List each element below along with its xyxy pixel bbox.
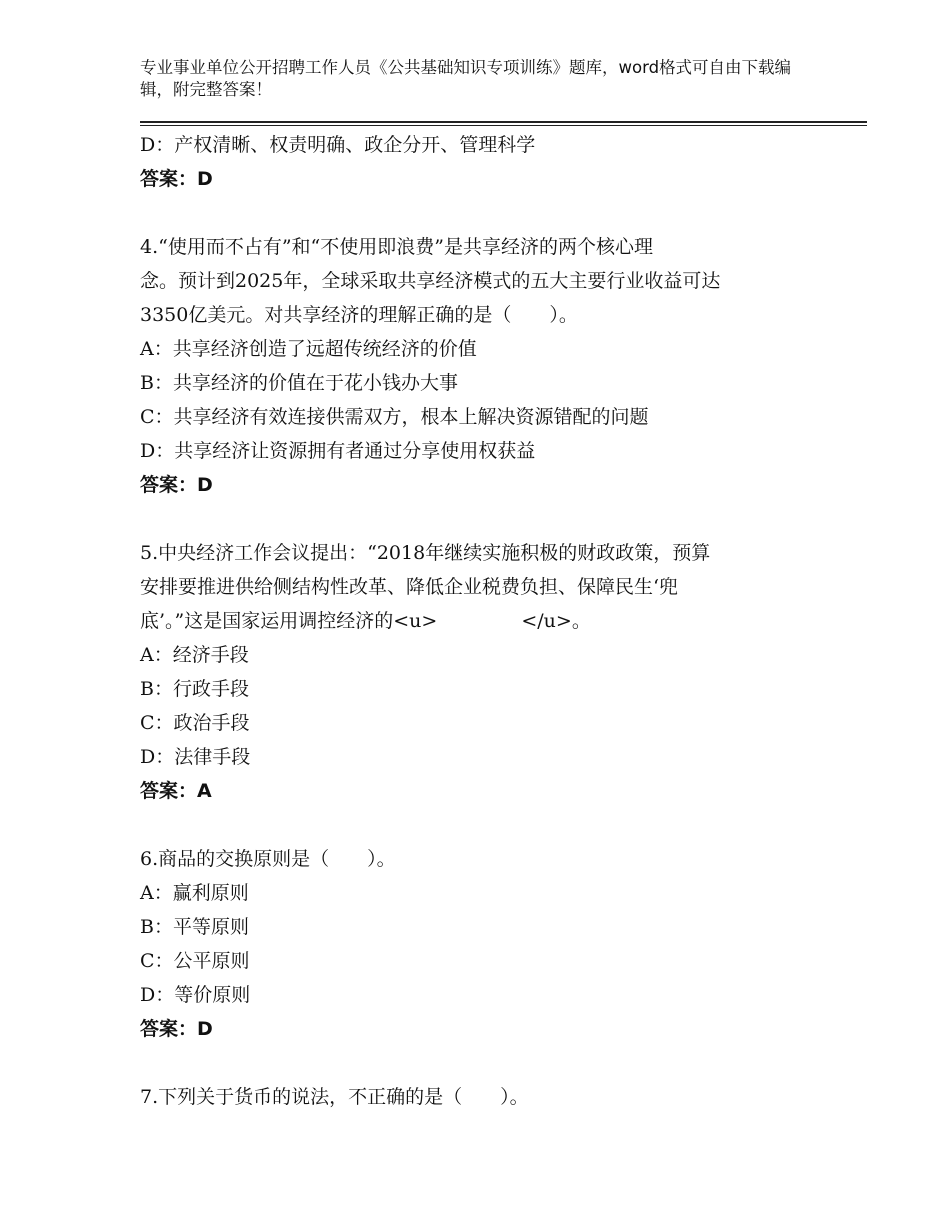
underline-tag-close: </u>。	[521, 610, 591, 632]
question-7	[140, 1080, 820, 1114]
option-c: C：共享经济有效连接供需双方，根本上解决资源错配的问题	[140, 406, 649, 428]
spacer	[140, 502, 820, 536]
option-a: A：共享经济创造了远超传统经济的价值	[140, 338, 477, 360]
stem-text: 底’。”这是国家运用调控经济的	[140, 610, 394, 632]
answer: 答案：D	[140, 474, 213, 496]
option-a: A：经济手段	[140, 644, 249, 666]
question-stem-line: 4.“使用而不占有”和“不使用即浪费”是共享经济的两个核心理	[140, 236, 653, 258]
question-stem-line	[140, 604, 820, 638]
option-b: B：共享经济的价值在于花小钱办大事	[140, 372, 458, 394]
spacer	[140, 1046, 820, 1080]
option-c: C：公平原则	[140, 950, 250, 972]
question-stem-line: 6.商品的交换原则是（ ）。	[140, 848, 396, 870]
option-d: D：共享经济让资源拥有者通过分享使用权获益	[140, 440, 536, 462]
question-4	[140, 230, 820, 502]
option-d: D：法律手段	[140, 746, 251, 768]
header-rule-thick	[140, 121, 867, 123]
answer: 答案：A	[140, 780, 212, 802]
spacer	[140, 196, 820, 230]
answer: 答案：D	[140, 168, 213, 190]
option-b: B：行政手段	[140, 678, 249, 700]
option-a: A：赢利原则	[140, 882, 249, 904]
option-b: B：平等原则	[140, 916, 249, 938]
header-rule-thin	[140, 125, 867, 126]
question-stem-line: 安排要推进供给侧结构性改革、降低企业税费负担、保障民生‘兜	[140, 576, 679, 598]
question-stem-line: 3350亿美元。对共享经济的理解正确的是（ ）。	[140, 304, 578, 326]
question-6	[140, 842, 820, 1046]
question-content	[140, 128, 820, 1114]
question-stem-line: 5.中央经济工作会议提出：“2018年继续实施积极的财政政策，预算	[140, 542, 711, 564]
question-3-fragment	[140, 128, 820, 196]
underline-tag-open: <u>	[393, 610, 438, 632]
document-header: 专业事业单位公开招聘工作人员《公共基础知识专项训练》题库，word格式可自由下载编辑，附完整答案！	[140, 58, 792, 99]
option-d: D：等价原则	[140, 984, 251, 1006]
option-c: C：政治手段	[140, 712, 250, 734]
question-stem-line: 念。预计到2025年，全球采取共享经济模式的五大主要行业收益可达	[140, 270, 721, 292]
spacer	[140, 808, 820, 842]
question-stem-line: 7.下列关于货币的说法，不正确的是（ ）。	[140, 1086, 529, 1108]
answer: 答案：D	[140, 1018, 213, 1040]
question-5	[140, 536, 820, 808]
option-d: D：产权清晰、权责明确、政企分开、管理科学	[140, 134, 536, 156]
